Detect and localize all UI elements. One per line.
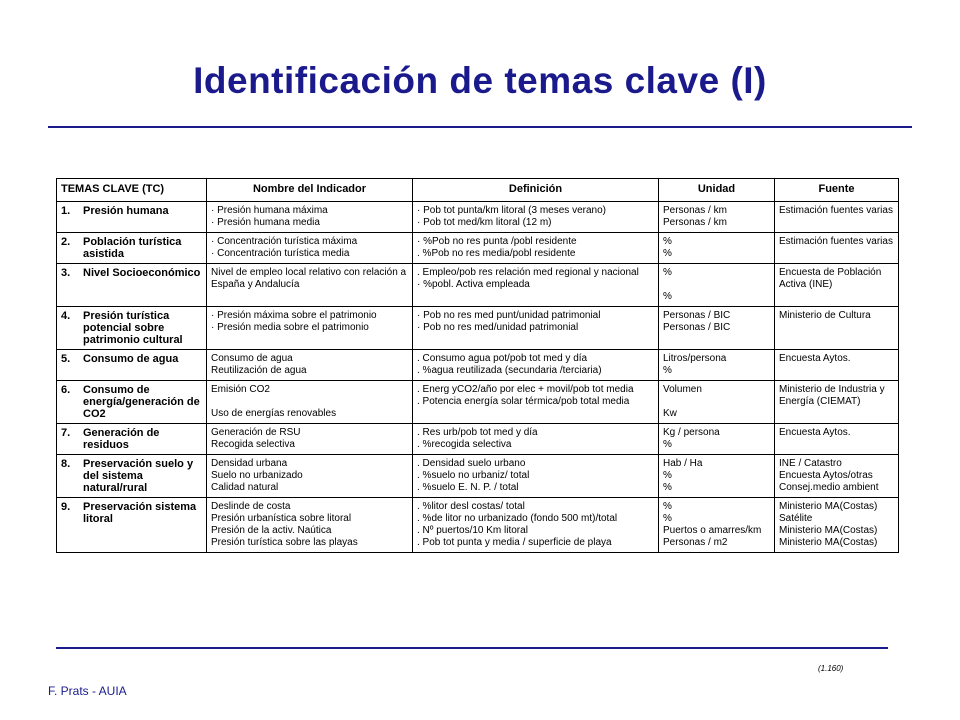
unidad-line: % bbox=[663, 482, 672, 493]
definicion-line: . Densidad suelo urbano bbox=[417, 458, 526, 469]
indicador-line: Emisión CO2 bbox=[211, 384, 270, 395]
fuente-line: Ministerio MA(Costas) bbox=[779, 537, 878, 548]
key-topics-table-container bbox=[56, 178, 898, 553]
table-header-row bbox=[57, 179, 899, 202]
page-code: (1.160) bbox=[818, 664, 844, 673]
definicion-line: . Res urb/pob tot med y día bbox=[417, 427, 538, 438]
indicador-line: España y Andalucía bbox=[211, 279, 300, 290]
topic-number: 3. bbox=[61, 267, 71, 279]
fuente-line: Activa (INE) bbox=[779, 279, 833, 290]
header-nombre-indicador: Nombre del Indicador bbox=[207, 179, 413, 202]
title-divider bbox=[48, 126, 912, 128]
topic-number: 6. bbox=[61, 384, 71, 396]
header-temas-clave: TEMAS CLAVE (TC) bbox=[57, 179, 207, 202]
topic-label: Preservación suelo y del sistema natural/rural bbox=[83, 458, 194, 494]
indicador-line: · Presión máxima sobre el patrimonio bbox=[211, 310, 377, 321]
fuente-line: Ministerio MA(Costas) bbox=[779, 525, 878, 536]
fuente-line: Encuesta Aytos. bbox=[779, 353, 851, 364]
table-row bbox=[57, 498, 899, 553]
topic-number: 7. bbox=[61, 427, 71, 439]
fuente-line: Ministerio MA(Costas) bbox=[779, 501, 878, 512]
definicion-line: . %suelo no urbaniz/ total bbox=[417, 470, 530, 481]
indicador-cell bbox=[207, 498, 413, 553]
fuente-line: Ministerio de Industria y bbox=[779, 384, 885, 395]
fuente-line: Estimación fuentes varias bbox=[779, 205, 893, 216]
indicador-line: Recogida selectiva bbox=[211, 439, 295, 450]
definicion-cell bbox=[413, 350, 659, 381]
blank-line bbox=[663, 396, 770, 408]
indicador-line: Nivel de empleo local relativo con relación a bbox=[211, 267, 407, 278]
unidad-line: % bbox=[663, 365, 672, 376]
unidad-line: Personas / m2 bbox=[663, 537, 728, 548]
topic-number: 2. bbox=[61, 236, 71, 248]
fuente-cell bbox=[775, 350, 899, 381]
fuente-line: Energía (CIEMAT) bbox=[779, 396, 861, 407]
indicador-line: Calidad natural bbox=[211, 482, 279, 493]
unidad-line: Volumen bbox=[663, 384, 702, 395]
fuente-line: Encuesta Aytos. bbox=[779, 427, 851, 438]
indicador-line: Uso de energías renovables bbox=[211, 408, 337, 419]
definicion-cell bbox=[413, 455, 659, 498]
table-row bbox=[57, 307, 899, 350]
indicador-cell bbox=[207, 233, 413, 264]
topic-cell bbox=[57, 350, 207, 381]
topic-label: Presión humana bbox=[83, 205, 169, 217]
fuente-line: Ministerio de Cultura bbox=[779, 310, 871, 321]
definicion-line: · Pob tot med/km litoral (12 m) bbox=[417, 217, 552, 228]
indicador-line: Densidad urbana bbox=[211, 458, 288, 469]
table-row bbox=[57, 350, 899, 381]
footer-divider bbox=[56, 647, 888, 649]
header-fuente: Fuente bbox=[775, 179, 899, 202]
indicador-cell bbox=[207, 307, 413, 350]
indicador-cell bbox=[207, 455, 413, 498]
definicion-line: · Pob no res med punt/unidad patrimonial bbox=[417, 310, 601, 321]
indicador-cell bbox=[207, 202, 413, 233]
indicador-line: · Concentración turística máxima bbox=[211, 236, 358, 247]
topic-number: 1. bbox=[61, 205, 71, 217]
topic-label: Población turística asistida bbox=[83, 236, 182, 260]
definicion-line: · Pob tot punta/km litoral (3 meses verano) bbox=[417, 205, 606, 216]
topic-label: Preservación sistema litoral bbox=[83, 501, 197, 525]
topic-cell bbox=[57, 264, 207, 307]
definicion-cell bbox=[413, 264, 659, 307]
unidad-line: Kg / persona bbox=[663, 427, 720, 438]
topic-number: 5. bbox=[61, 353, 71, 365]
unidad-line: Litros/persona bbox=[663, 353, 727, 364]
fuente-cell bbox=[775, 307, 899, 350]
indicador-line: · Presión humana máxima bbox=[211, 205, 328, 216]
unidad-line: Personas / BIC bbox=[663, 310, 731, 321]
blank-line bbox=[211, 396, 408, 408]
unidad-cell bbox=[659, 424, 775, 455]
indicador-line: · Presión media sobre el patrimonio bbox=[211, 322, 369, 333]
fuente-cell bbox=[775, 233, 899, 264]
unidad-cell bbox=[659, 350, 775, 381]
header-definicion: Definición bbox=[413, 179, 659, 202]
unidad-line: Personas / km bbox=[663, 217, 727, 228]
topic-cell bbox=[57, 202, 207, 233]
fuente-cell bbox=[775, 498, 899, 553]
indicador-line: Suelo no urbanizado bbox=[211, 470, 303, 481]
definicion-line: . Potencia energía solar térmica/pob total media bbox=[417, 396, 630, 407]
table-row bbox=[57, 424, 899, 455]
indicador-line: Presión de la activ. Naútica bbox=[211, 525, 332, 536]
topic-cell bbox=[57, 455, 207, 498]
definicion-line: . Nº puertos/10 Km litoral bbox=[417, 525, 528, 536]
table-row bbox=[57, 264, 899, 307]
fuente-line: Consej.medio ambient bbox=[779, 482, 879, 493]
unidad-line: % bbox=[663, 501, 672, 512]
key-topics-table bbox=[56, 178, 899, 553]
indicador-line: Presión urbanística sobre litoral bbox=[211, 513, 352, 524]
indicador-cell bbox=[207, 424, 413, 455]
indicador-line: Presión turística sobre las playas bbox=[211, 537, 358, 548]
unidad-line: % bbox=[663, 439, 672, 450]
topic-number: 9. bbox=[61, 501, 71, 513]
definicion-line: . Pob tot punta y media / superficie de playa bbox=[417, 537, 612, 548]
unidad-line: % bbox=[663, 291, 672, 302]
fuente-line: Satélite bbox=[779, 513, 813, 524]
topic-label: Consumo de agua bbox=[83, 353, 179, 365]
definicion-line: . Consumo agua pot/pob tot med y día bbox=[417, 353, 588, 364]
definicion-cell bbox=[413, 233, 659, 264]
fuente-cell bbox=[775, 455, 899, 498]
indicador-line: · Concentración turística media bbox=[211, 248, 350, 259]
header-unidad: Unidad bbox=[659, 179, 775, 202]
topic-cell bbox=[57, 307, 207, 350]
unidad-cell bbox=[659, 498, 775, 553]
unidad-line: % bbox=[663, 470, 672, 481]
indicador-cell bbox=[207, 381, 413, 424]
table-body bbox=[57, 202, 899, 553]
topic-cell bbox=[57, 498, 207, 553]
topic-label: Presión turística potencial sobre patrimonio cultural bbox=[83, 310, 183, 346]
definicion-line: . %recogida selectiva bbox=[417, 439, 512, 450]
definicion-line: · %Pob no res punta /pobl residente bbox=[417, 236, 577, 247]
unidad-cell bbox=[659, 455, 775, 498]
topic-number: 4. bbox=[61, 310, 71, 322]
definicion-line: . %Pob no res media/pobl residente bbox=[417, 248, 576, 259]
unidad-cell bbox=[659, 233, 775, 264]
fuente-cell bbox=[775, 381, 899, 424]
definicion-line: . %de litor no urbanizado (fondo 500 mt)/total bbox=[417, 513, 618, 524]
table-row bbox=[57, 455, 899, 498]
definicion-cell bbox=[413, 424, 659, 455]
unidad-cell bbox=[659, 202, 775, 233]
definicion-cell bbox=[413, 381, 659, 424]
indicador-cell bbox=[207, 264, 413, 307]
topic-number: 8. bbox=[61, 458, 71, 470]
unidad-cell bbox=[659, 264, 775, 307]
fuente-cell bbox=[775, 424, 899, 455]
unidad-line: % bbox=[663, 513, 672, 524]
indicador-line: Generación de RSU bbox=[211, 427, 301, 438]
topic-label: Consumo de energía/generación de CO2 bbox=[83, 384, 200, 420]
unidad-line: Hab / Ha bbox=[663, 458, 703, 469]
topic-label: Generación de residuos bbox=[83, 427, 160, 451]
unidad-line: Personas / BIC bbox=[663, 322, 731, 333]
unidad-cell bbox=[659, 381, 775, 424]
definicion-cell bbox=[413, 202, 659, 233]
unidad-line: % bbox=[663, 236, 672, 247]
definicion-cell bbox=[413, 498, 659, 553]
definicion-line: . Empleo/pob res relación med regional y nacional bbox=[417, 267, 639, 278]
fuente-cell bbox=[775, 264, 899, 307]
fuente-line: INE / Catastro bbox=[779, 458, 842, 469]
definicion-line: . %litor desl costas/ total bbox=[417, 501, 525, 512]
topic-cell bbox=[57, 233, 207, 264]
indicador-line: Consumo de agua bbox=[211, 353, 293, 364]
unidad-line: % bbox=[663, 248, 672, 259]
table-row bbox=[57, 202, 899, 233]
definicion-cell bbox=[413, 307, 659, 350]
indicador-line: Deslinde de costa bbox=[211, 501, 291, 512]
topic-cell bbox=[57, 424, 207, 455]
table-row bbox=[57, 233, 899, 264]
definicion-line: . %suelo E. N. P. / total bbox=[417, 482, 519, 493]
slide-title: Identificación de temas clave (I) bbox=[193, 60, 767, 101]
table-row bbox=[57, 381, 899, 424]
unidad-line: Puertos o amarres/km bbox=[663, 525, 762, 536]
fuente-line: Encuesta de Población bbox=[779, 267, 882, 278]
fuente-line: Encuesta Aytos/otras bbox=[779, 470, 873, 481]
fuente-cell bbox=[775, 202, 899, 233]
indicador-line: · Presión humana media bbox=[211, 217, 320, 228]
unidad-line: % bbox=[663, 267, 672, 278]
author-credit: F. Prats - AUIA bbox=[48, 684, 127, 698]
blank-line bbox=[663, 279, 770, 291]
definicion-line: . Energ yCO2/año por elec + movil/pob tot media bbox=[417, 384, 634, 395]
definicion-line: · %pobl. Activa empleada bbox=[417, 279, 530, 290]
unidad-line: Kw bbox=[663, 408, 677, 419]
indicador-cell bbox=[207, 350, 413, 381]
unidad-cell bbox=[659, 307, 775, 350]
fuente-line: Estimación fuentes varias bbox=[779, 236, 893, 247]
topic-cell bbox=[57, 381, 207, 424]
unidad-line: Personas / km bbox=[663, 205, 727, 216]
topic-label: Nivel Socioeconómico bbox=[83, 267, 201, 279]
indicador-line: Reutilización de agua bbox=[211, 365, 307, 376]
definicion-line: · Pob no res med/unidad patrimonial bbox=[417, 322, 579, 333]
definicion-line: . %agua reutilizada (secundaria /terciaria) bbox=[417, 365, 602, 376]
